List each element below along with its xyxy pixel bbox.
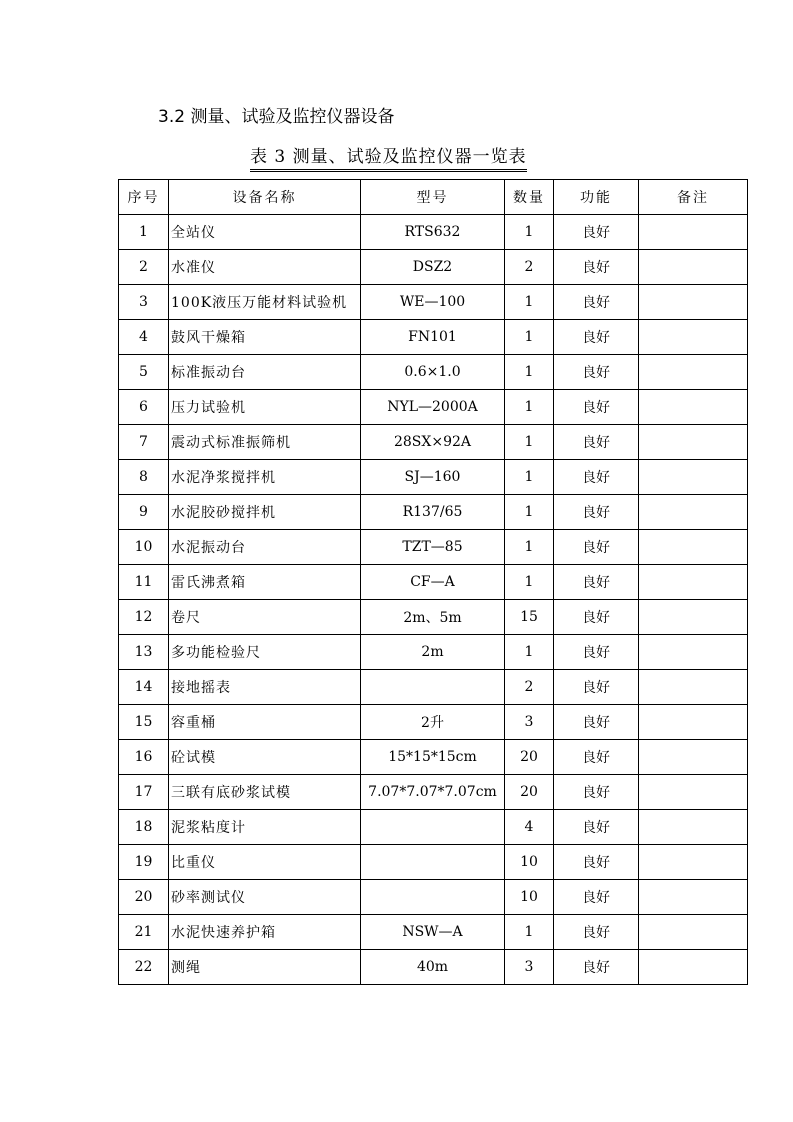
cell-qty: 1 [505, 390, 554, 425]
cell-no: 13 [119, 635, 169, 670]
cell-note [639, 250, 748, 285]
header-function: 功能 [554, 180, 639, 215]
cell-no: 16 [119, 740, 169, 775]
table-row [119, 425, 748, 460]
cell-qty: 2 [505, 250, 554, 285]
cell-no: 15 [119, 705, 169, 740]
cell-function: 良好 [554, 845, 639, 880]
table-caption: 表 3 测量、试验及监控仪器一览表 [250, 145, 527, 172]
cell-note [639, 460, 748, 495]
cell-model [361, 810, 505, 845]
cell-function: 良好 [554, 740, 639, 775]
cell-model: SJ—160 [361, 460, 505, 495]
cell-no: 12 [119, 600, 169, 635]
cell-qty: 1 [505, 355, 554, 390]
cell-qty: 1 [505, 530, 554, 565]
header-note: 备注 [639, 180, 748, 215]
cell-no: 9 [119, 495, 169, 530]
cell-function: 良好 [554, 705, 639, 740]
cell-name: 三联有底砂浆试模 [169, 775, 361, 810]
cell-no: 10 [119, 530, 169, 565]
cell-qty: 1 [505, 285, 554, 320]
cell-note [639, 215, 748, 250]
cell-no: 20 [119, 880, 169, 915]
cell-qty: 1 [505, 320, 554, 355]
cell-function: 良好 [554, 950, 639, 985]
cell-name: 全站仪 [169, 215, 361, 250]
cell-no: 8 [119, 460, 169, 495]
cell-no: 4 [119, 320, 169, 355]
cell-function: 良好 [554, 390, 639, 425]
section-heading: 3.2 测量、试验及监控仪器设备 [158, 107, 395, 127]
table-row [119, 600, 748, 635]
table-body [119, 215, 748, 985]
table-row [119, 320, 748, 355]
cell-no: 19 [119, 845, 169, 880]
cell-function: 良好 [554, 425, 639, 460]
cell-name: 震动式标准振筛机 [169, 425, 361, 460]
cell-name: 水准仪 [169, 250, 361, 285]
cell-model [361, 880, 505, 915]
cell-no: 11 [119, 565, 169, 600]
cell-name: 水泥快速养护箱 [169, 915, 361, 950]
cell-function: 良好 [554, 495, 639, 530]
cell-name: 测绳 [169, 950, 361, 985]
cell-note [639, 705, 748, 740]
cell-no: 5 [119, 355, 169, 390]
cell-model: 15*15*15cm [361, 740, 505, 775]
table-row [119, 530, 748, 565]
cell-name: 卷尺 [169, 600, 361, 635]
cell-model: 7.07*7.07*7.07cm [361, 775, 505, 810]
cell-function: 良好 [554, 635, 639, 670]
cell-function: 良好 [554, 880, 639, 915]
table-row [119, 460, 748, 495]
cell-note [639, 565, 748, 600]
table-row [119, 565, 748, 600]
cell-note [639, 740, 748, 775]
cell-no: 1 [119, 215, 169, 250]
cell-name: 水泥振动台 [169, 530, 361, 565]
cell-function: 良好 [554, 215, 639, 250]
cell-qty: 2 [505, 670, 554, 705]
cell-qty: 20 [505, 740, 554, 775]
cell-qty: 10 [505, 845, 554, 880]
table-row [119, 880, 748, 915]
cell-no: 18 [119, 810, 169, 845]
cell-note [639, 355, 748, 390]
table-header-row [119, 180, 748, 215]
cell-function: 良好 [554, 250, 639, 285]
cell-no: 3 [119, 285, 169, 320]
cell-qty: 15 [505, 600, 554, 635]
cell-qty: 1 [505, 915, 554, 950]
cell-qty: 3 [505, 705, 554, 740]
cell-note [639, 425, 748, 460]
cell-model: 40m [361, 950, 505, 985]
cell-function: 良好 [554, 775, 639, 810]
cell-qty: 1 [505, 495, 554, 530]
cell-function: 良好 [554, 810, 639, 845]
cell-no: 21 [119, 915, 169, 950]
table-row [119, 740, 748, 775]
cell-model: 2m [361, 635, 505, 670]
cell-name: 接地摇表 [169, 670, 361, 705]
cell-model: DSZ2 [361, 250, 505, 285]
header-model: 型号 [361, 180, 505, 215]
cell-qty: 20 [505, 775, 554, 810]
cell-note [639, 320, 748, 355]
cell-function: 良好 [554, 915, 639, 950]
cell-function: 良好 [554, 670, 639, 705]
cell-name: 100K液压万能材料试验机 [169, 285, 361, 320]
cell-qty: 3 [505, 950, 554, 985]
cell-function: 良好 [554, 565, 639, 600]
cell-model [361, 845, 505, 880]
cell-function: 良好 [554, 600, 639, 635]
cell-qty: 1 [505, 635, 554, 670]
cell-note [639, 775, 748, 810]
cell-no: 2 [119, 250, 169, 285]
table-row [119, 950, 748, 985]
cell-no: 22 [119, 950, 169, 985]
cell-qty: 1 [505, 215, 554, 250]
cell-name: 雷氏沸煮箱 [169, 565, 361, 600]
cell-model: NYL—2000A [361, 390, 505, 425]
cell-function: 良好 [554, 530, 639, 565]
cell-model: 28SX×92A [361, 425, 505, 460]
table-row [119, 355, 748, 390]
cell-function: 良好 [554, 320, 639, 355]
cell-note [639, 950, 748, 985]
header-qty: 数量 [505, 180, 554, 215]
cell-name: 鼓风干燥箱 [169, 320, 361, 355]
cell-note [639, 390, 748, 425]
cell-model: R137/65 [361, 495, 505, 530]
cell-name: 砼试模 [169, 740, 361, 775]
cell-no: 17 [119, 775, 169, 810]
cell-no: 7 [119, 425, 169, 460]
cell-model: NSW—A [361, 915, 505, 950]
table-row [119, 915, 748, 950]
cell-note [639, 880, 748, 915]
cell-name: 砂率测试仪 [169, 880, 361, 915]
table-row [119, 215, 748, 250]
cell-model: TZT—85 [361, 530, 505, 565]
cell-name: 泥浆粘度计 [169, 810, 361, 845]
cell-name: 容重桶 [169, 705, 361, 740]
cell-qty: 4 [505, 810, 554, 845]
table-row [119, 390, 748, 425]
cell-name: 压力试验机 [169, 390, 361, 425]
table-row [119, 285, 748, 320]
cell-no: 6 [119, 390, 169, 425]
cell-note [639, 530, 748, 565]
cell-note [639, 600, 748, 635]
cell-model: RTS632 [361, 215, 505, 250]
header-no: 序号 [119, 180, 169, 215]
cell-model: CF—A [361, 565, 505, 600]
cell-name: 标准振动台 [169, 355, 361, 390]
cell-model: FN101 [361, 320, 505, 355]
cell-name: 比重仪 [169, 845, 361, 880]
table-row [119, 250, 748, 285]
cell-function: 良好 [554, 460, 639, 495]
equipment-table [118, 179, 748, 985]
cell-model: 2升 [361, 705, 505, 740]
table-row [119, 845, 748, 880]
table-row [119, 495, 748, 530]
cell-qty: 1 [505, 565, 554, 600]
cell-note [639, 285, 748, 320]
cell-note [639, 845, 748, 880]
cell-function: 良好 [554, 285, 639, 320]
cell-name: 水泥净浆搅拌机 [169, 460, 361, 495]
table-row [119, 635, 748, 670]
table-row [119, 670, 748, 705]
cell-note [639, 495, 748, 530]
cell-name: 水泥胶砂搅拌机 [169, 495, 361, 530]
table-row [119, 810, 748, 845]
cell-note [639, 670, 748, 705]
cell-note [639, 635, 748, 670]
cell-model [361, 670, 505, 705]
cell-model: WE—100 [361, 285, 505, 320]
header-name: 设备名称 [169, 180, 361, 215]
cell-qty: 10 [505, 880, 554, 915]
cell-note [639, 810, 748, 845]
cell-qty: 1 [505, 460, 554, 495]
cell-qty: 1 [505, 425, 554, 460]
cell-note [639, 915, 748, 950]
cell-name: 多功能检验尺 [169, 635, 361, 670]
cell-model: 0.6×1.0 [361, 355, 505, 390]
cell-no: 14 [119, 670, 169, 705]
cell-model: 2m、5m [361, 600, 505, 635]
table-row [119, 775, 748, 810]
table-row [119, 705, 748, 740]
cell-function: 良好 [554, 355, 639, 390]
